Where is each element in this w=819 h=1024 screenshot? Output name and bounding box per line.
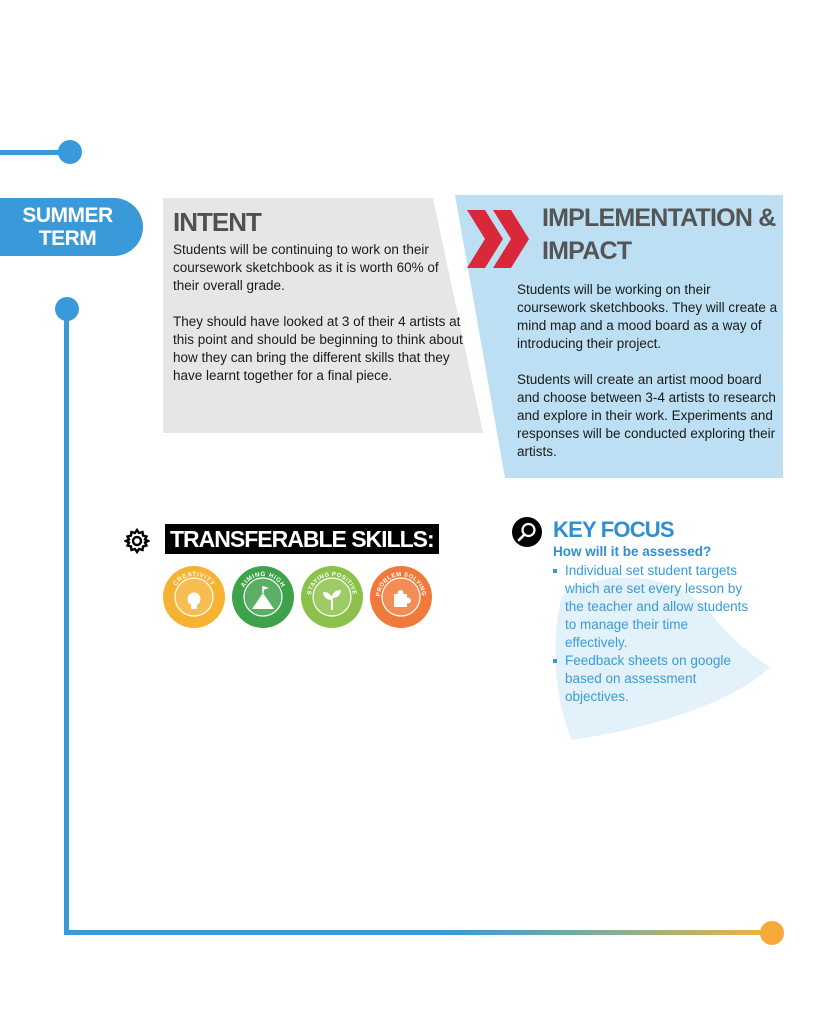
implementation-paragraph-2: Students will create an artist mood board and choose between 3-4 artists to research and explore in their work. Experiments and responses will be conducted exploring their artists.	[517, 372, 776, 459]
implementation-body	[517, 281, 779, 479]
timeline-end-dot	[760, 921, 784, 945]
intent-paragraph-1: Students will be continuing to work on their coursework sketchbook as it is worth 60% of their overall grade.	[173, 242, 439, 293]
gear-icon	[124, 528, 150, 554]
term-label	[0, 198, 143, 256]
intent-title: INTENT	[173, 207, 261, 237]
timeline-bottom-line	[64, 930, 770, 935]
transferable-skills-title: TRANSFERABLE SKILLS:	[165, 524, 439, 554]
key-focus-list	[553, 562, 753, 706]
term-label-line2: TERM	[38, 227, 97, 250]
aiming-high-badge	[232, 566, 294, 628]
timeline-top-dot	[58, 140, 82, 164]
intent-body	[173, 241, 463, 403]
creativity-label: CREATIVITY	[171, 570, 217, 588]
key-focus-subtitle: How will it be assessed?	[553, 544, 712, 559]
aiming-high-label: AIMING HIGH	[239, 570, 287, 589]
timeline-vertical-line	[64, 305, 69, 935]
key-focus-item: Individual set student targets which are set every lesson by the teacher and allow students to manage their time effectively.	[553, 562, 753, 652]
staying-positive-label: STAYING POSITIVE	[307, 571, 357, 596]
term-label-line1: SUMMER	[22, 204, 113, 227]
implementation-title: IMPLEMENTATION & IMPACT	[542, 204, 776, 265]
creativity-badge	[163, 566, 225, 628]
implementation-paragraph-1: Students will be working on their coursework sketchbooks. They will create a mind map and a mood board as a way of introducing their project.	[517, 282, 778, 351]
key-focus-title: KEY FOCUS	[553, 517, 674, 542]
search-icon	[512, 517, 542, 547]
key-focus-item: Feedback sheets on google based on assessment objectives.	[553, 652, 753, 706]
double-chevron-icon	[463, 206, 533, 272]
intent-paragraph-2: They should have looked at 3 of their 4 artists at this point and should be beginning to think about how they can bring the different skills that they have learnt together for a final piece.	[173, 314, 463, 383]
problem-solving-badge	[370, 566, 432, 628]
staying-positive-badge	[301, 566, 363, 628]
problem-solving-label: PROBLEM SOLVING	[375, 571, 427, 597]
